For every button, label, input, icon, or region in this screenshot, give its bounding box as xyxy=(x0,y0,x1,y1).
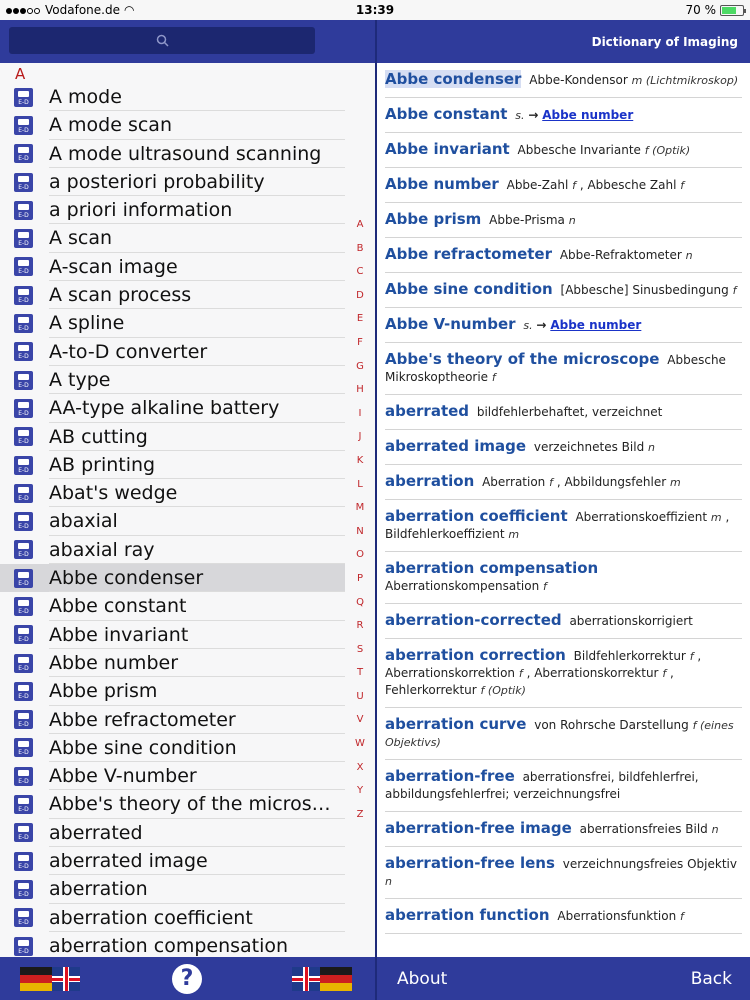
entry-headword: aberration curve xyxy=(385,715,527,733)
arrow-right-icon: → xyxy=(528,108,539,122)
entry-translation: Aberrationskoeffizient xyxy=(575,510,708,524)
dictionary-ed-icon: E-D xyxy=(14,257,33,276)
entry-see-also: s. xyxy=(523,319,533,332)
right-toolbar xyxy=(377,957,750,1000)
word-list-item[interactable] xyxy=(0,649,345,677)
entry-translation: bildfehlerbehaftet, verzeichnet xyxy=(476,405,663,419)
help-button[interactable]: ? xyxy=(172,964,202,994)
alphabet-index-letter[interactable]: G xyxy=(356,360,364,372)
search-icon xyxy=(156,34,169,47)
entry-translation: verzeichnetes Bild xyxy=(533,440,645,454)
entry-headword: aberration function xyxy=(385,906,550,924)
alphabet-index-letter[interactable]: R xyxy=(356,620,364,632)
word-list-item-label: AB printing xyxy=(49,451,345,479)
dictionary-entry[interactable] xyxy=(385,465,742,500)
word-list xyxy=(0,83,345,957)
entry-grammar: f xyxy=(732,284,737,297)
dictionary-ed-icon: E-D xyxy=(14,512,33,531)
en-de-flag-icon[interactable] xyxy=(292,967,352,991)
dictionary-ed-icon: E-D xyxy=(14,399,33,418)
word-list-item[interactable] xyxy=(0,281,345,309)
dictionary-ed-icon: E-D xyxy=(14,823,33,842)
word-list-item-label: Abbe number xyxy=(49,649,345,677)
status-bar xyxy=(0,0,750,20)
entry-headword: Abbe prism xyxy=(385,210,482,228)
entry-headword: aberration xyxy=(385,472,475,490)
entry-headword: Abbe invariant xyxy=(385,140,510,158)
entry-translation: Abbe-Prisma xyxy=(489,213,565,227)
entry-grammar: f xyxy=(518,667,523,680)
alphabet-index[interactable] xyxy=(349,213,371,826)
entry-translation: Aberrationsfunktion xyxy=(557,909,677,923)
entry-grammar: f xyxy=(491,371,496,384)
dictionary-ed-icon: E-D xyxy=(14,427,33,446)
battery xyxy=(686,3,745,17)
word-list-item-label: aberration compensation xyxy=(49,932,345,957)
word-list-item[interactable] xyxy=(0,706,345,734)
alphabet-index-letter[interactable]: I xyxy=(358,407,362,419)
word-list-item-label: A type xyxy=(49,366,345,394)
word-list-item[interactable] xyxy=(0,168,345,196)
battery-percent: 70 % xyxy=(685,3,716,17)
entry-headword: aberration-corrected xyxy=(385,611,562,629)
entry-grammar: m (Lichtmikroskop) xyxy=(631,74,739,87)
word-list-item-label: Abbe invariant xyxy=(49,621,345,649)
entry-grammar: n xyxy=(685,249,693,262)
entry-grammar: f (Optik) xyxy=(480,684,526,697)
word-list-item-label: aberration coefficient xyxy=(49,904,345,932)
entry-headword: aberrated image xyxy=(385,437,527,455)
entry-grammar: f (Optik) xyxy=(644,144,691,157)
word-list-pane xyxy=(0,63,375,957)
word-list-item[interactable] xyxy=(0,677,345,705)
dictionary-ed-icon: E-D xyxy=(14,314,33,333)
clock: 13:39 xyxy=(355,3,395,17)
dictionary-ed-icon: E-D xyxy=(14,710,33,729)
entry-translation: von Rohrsche Darstellung xyxy=(534,718,689,732)
dictionary-entry[interactable] xyxy=(385,899,742,934)
word-list-item-label: Abbe condenser xyxy=(49,564,345,592)
alphabet-index-letter[interactable]: A xyxy=(356,219,364,230)
entry-translation: , Aberrationskorrektion xyxy=(385,649,702,680)
search-input[interactable] xyxy=(9,27,315,54)
alphabet-index-letter[interactable]: L xyxy=(357,478,363,490)
alphabet-index-letter[interactable]: B xyxy=(356,242,364,254)
word-list-item[interactable] xyxy=(0,338,345,366)
entry-translation: Abbe-Zahl xyxy=(506,178,569,192)
dictionary-ed-icon: E-D xyxy=(14,625,33,644)
word-list-item[interactable] xyxy=(0,451,345,479)
alphabet-index-letter[interactable]: J xyxy=(358,431,362,443)
dictionary-entry[interactable] xyxy=(385,203,742,238)
entry-headword: aberration compensation xyxy=(385,559,599,577)
arrow-right-icon: → xyxy=(536,318,547,332)
dictionary-ed-icon: E-D xyxy=(14,144,33,163)
word-list-item-label: abaxial xyxy=(49,507,345,535)
entry-translation: [Abbesche] Sinusbedingung xyxy=(560,283,729,297)
word-list-item[interactable] xyxy=(0,790,345,818)
word-list-item-label: a posteriori probability xyxy=(49,168,345,196)
back-button[interactable]: Back xyxy=(690,969,732,989)
dictionary-ed-icon: E-D xyxy=(14,229,33,248)
word-list-item-label: A spline xyxy=(49,309,345,337)
alphabet-index-letter[interactable]: X xyxy=(356,761,364,773)
alphabet-index-letter[interactable]: W xyxy=(355,738,365,750)
word-list-item[interactable] xyxy=(0,734,345,762)
entry-see-also: s. xyxy=(515,109,525,122)
page-title: Dictionary of Imaging xyxy=(377,20,750,63)
entry-translation: , Fehlerkorrektur xyxy=(385,666,674,697)
dictionary-entry[interactable] xyxy=(385,273,742,308)
alphabet-index-letter[interactable]: M xyxy=(355,502,365,514)
entry-grammar: m xyxy=(710,511,722,524)
entry-translation: Bildfehlerkorrektur xyxy=(573,649,686,663)
word-list-item-label: A scan process xyxy=(49,281,345,309)
dictionary-entry[interactable] xyxy=(385,308,742,343)
entry-grammar: f xyxy=(680,179,685,192)
entry-grammar: n xyxy=(385,875,392,888)
dictionary-entry[interactable] xyxy=(385,98,742,133)
entry-headword: Abbe's theory of the microscope xyxy=(385,350,660,368)
entry-headword: aberration-free lens xyxy=(385,854,555,872)
dictionary-entry[interactable] xyxy=(385,708,742,760)
entry-grammar: f xyxy=(662,667,667,680)
word-list-item[interactable] xyxy=(0,253,345,281)
section-header: A xyxy=(15,65,26,83)
dictionary-ed-icon: E-D xyxy=(14,937,33,956)
alphabet-index-letter[interactable]: F xyxy=(357,336,363,348)
dictionary-entry[interactable] xyxy=(385,395,742,430)
dictionary-ed-icon: E-D xyxy=(14,738,33,757)
word-list-item-label: Abbe refractometer xyxy=(49,706,345,734)
alphabet-index-letter[interactable]: S xyxy=(356,643,364,655)
dictionary-ed-icon: E-D xyxy=(14,767,33,786)
alphabet-index-letter[interactable]: E xyxy=(356,313,364,325)
word-list-item[interactable] xyxy=(0,564,345,592)
dictionary-ed-icon: E-D xyxy=(14,682,33,701)
dictionary-ed-icon: E-D xyxy=(14,540,33,559)
alphabet-index-letter[interactable]: K xyxy=(356,454,364,466)
dictionary-ed-icon: E-D xyxy=(14,173,33,192)
dictionary-ed-icon: E-D xyxy=(14,908,33,927)
entry-headword: Abbe sine condition xyxy=(385,280,553,298)
word-list-item[interactable] xyxy=(0,507,345,535)
entry-translation: aberrationsfreies Bild xyxy=(579,822,708,836)
entry-grammar: n xyxy=(568,214,576,227)
entry-grammar: n xyxy=(711,823,719,836)
word-list-item-label: AA-type alkaline battery xyxy=(49,394,345,422)
wifi-icon: ◠ xyxy=(123,3,135,17)
word-list-item-label: A mode xyxy=(49,83,345,111)
entry-grammar: m xyxy=(669,476,681,489)
entry-headword: aberration-free xyxy=(385,767,515,785)
entry-headword: aberration correction xyxy=(385,646,566,664)
word-list-item-label: Abat's wedge xyxy=(49,479,345,507)
dictionary-ed-icon: E-D xyxy=(14,88,33,107)
entry-headword: Abbe number xyxy=(385,175,499,193)
word-list-item-label: abaxial ray xyxy=(49,536,345,564)
battery-icon xyxy=(720,5,744,16)
entry-translation: Aberrationskompensation xyxy=(385,579,540,593)
alphabet-index-letter[interactable]: P xyxy=(356,572,364,584)
word-list-item-label: aberrated image xyxy=(49,847,345,875)
alphabet-index-letter[interactable]: H xyxy=(356,384,364,396)
carrier-name: Vodafone.de xyxy=(45,3,120,17)
left-toolbar xyxy=(0,957,375,1000)
word-list-item[interactable] xyxy=(0,621,345,649)
entry-translation: verzeichnungsfreies Objektiv xyxy=(562,857,737,871)
entry-grammar: f xyxy=(689,650,694,663)
entry-headword: Abbe refractometer xyxy=(385,245,553,263)
entry-cross-reference-link[interactable]: Abbe number xyxy=(550,318,642,332)
dictionary-entry[interactable] xyxy=(385,430,742,465)
word-list-item[interactable] xyxy=(0,932,345,957)
alphabet-index-letter[interactable]: Q xyxy=(356,596,364,608)
entry-headword: aberration-free image xyxy=(385,819,572,837)
word-list-item-label: AB cutting xyxy=(49,423,345,451)
dictionary-ed-icon: E-D xyxy=(14,795,33,814)
entry-translation: Abbe-Kondensor xyxy=(529,73,628,87)
entry-grammar: n xyxy=(648,441,655,454)
word-list-item[interactable] xyxy=(0,762,345,790)
word-list-item-label: Abbe's theory of the micros… xyxy=(49,790,345,818)
word-list-item[interactable] xyxy=(0,423,345,451)
word-list-item-label: Abbe prism xyxy=(49,677,345,705)
word-list-item-label: aberration xyxy=(49,875,345,903)
entry-grammar: f (eines Objektivs) xyxy=(385,719,734,749)
dictionary-ed-icon: E-D xyxy=(14,654,33,673)
alphabet-index-letter[interactable]: N xyxy=(356,525,364,537)
alphabet-index-letter[interactable]: D xyxy=(356,289,364,301)
dictionary-entry[interactable] xyxy=(385,343,742,395)
word-list-item-label: aberrated xyxy=(49,819,345,847)
dictionary-ed-icon: E-D xyxy=(14,456,33,475)
word-list-item[interactable] xyxy=(0,111,345,139)
entry-translation: Aberration xyxy=(482,475,546,489)
word-list-item[interactable] xyxy=(0,140,345,168)
dictionary-entry[interactable] xyxy=(385,63,742,98)
dictionary-entry[interactable] xyxy=(385,238,742,273)
dictionary-ed-icon: E-D xyxy=(14,569,33,588)
entry-headword: Abbe constant xyxy=(385,105,508,123)
dictionary-entry[interactable] xyxy=(385,133,742,168)
alphabet-index-letter[interactable]: Z xyxy=(356,808,364,820)
entry-grammar: f xyxy=(549,476,553,489)
word-list-item[interactable] xyxy=(0,819,345,847)
word-list-item[interactable] xyxy=(0,536,345,564)
entry-translation: , Abbesche Zahl xyxy=(579,178,677,192)
alphabet-index-letter[interactable]: V xyxy=(356,714,364,726)
entry-grammar: f xyxy=(543,580,547,593)
dictionary-ed-icon: E-D xyxy=(14,116,33,135)
dictionary-entry[interactable] xyxy=(385,552,742,604)
alphabet-index-letter[interactable]: T xyxy=(356,667,364,679)
dictionary-ed-icon: E-D xyxy=(14,880,33,899)
entry-translation: , Bildfehlerkoeffizient xyxy=(385,510,730,541)
alphabet-index-letter[interactable]: C xyxy=(356,266,364,278)
word-list-item[interactable] xyxy=(0,366,345,394)
word-list-item-label: a priori information xyxy=(49,196,345,224)
word-list-item[interactable] xyxy=(0,196,345,224)
dictionary-ed-icon: E-D xyxy=(14,201,33,220)
dictionary-ed-icon: E-D xyxy=(14,371,33,390)
entry-headword: aberration coefficient xyxy=(385,507,568,525)
dictionary-ed-icon: E-D xyxy=(14,342,33,361)
word-list-item[interactable] xyxy=(0,83,345,111)
entry-grammar: f xyxy=(680,910,684,923)
alphabet-index-letter[interactable]: U xyxy=(356,690,364,702)
entry-headword: Abbe V-number xyxy=(385,315,516,333)
entry-headword: Abbe condenser xyxy=(385,70,522,88)
word-list-item-label: A-scan image xyxy=(49,253,345,281)
entry-list-pane xyxy=(377,63,750,957)
entry-translation: aberrationsfrei, bildfehlerfrei, abbildungsfehlerfrei; verzeichnungsfrei xyxy=(385,770,699,801)
entry-translation: Abbesche Invariante xyxy=(517,143,641,157)
dictionary-entry[interactable] xyxy=(385,847,742,899)
word-list-item[interactable] xyxy=(0,904,345,932)
alphabet-index-letter[interactable]: Y xyxy=(356,785,364,797)
dictionary-ed-icon: E-D xyxy=(14,484,33,503)
about-button[interactable]: About xyxy=(397,969,448,989)
de-en-flag-icon[interactable] xyxy=(20,967,80,991)
word-list-item[interactable] xyxy=(0,309,345,337)
word-list-item[interactable] xyxy=(0,394,345,422)
word-list-item[interactable] xyxy=(0,479,345,507)
entry-translation: , Abbildungsfehler xyxy=(556,475,667,489)
left-header xyxy=(0,20,375,63)
word-list-item[interactable] xyxy=(0,224,345,252)
word-list-item[interactable] xyxy=(0,875,345,903)
word-list-item[interactable] xyxy=(0,592,345,620)
dictionary-entry[interactable] xyxy=(385,500,742,552)
dictionary-entry[interactable] xyxy=(385,168,742,203)
word-list-item-label: Abbe constant xyxy=(49,592,345,620)
entry-grammar: m xyxy=(508,528,520,541)
entry-translation: aberrationskorrigiert xyxy=(569,614,693,628)
word-list-item-label: Abbe sine condition xyxy=(49,734,345,762)
word-list-item-label: A mode scan xyxy=(49,111,345,139)
word-list-item-label: Abbe V-number xyxy=(49,762,345,790)
alphabet-index-letter[interactable]: O xyxy=(356,549,364,561)
entry-translation: Abbe-Refraktometer xyxy=(559,248,682,262)
dictionary-entry[interactable] xyxy=(385,639,742,708)
word-list-item[interactable] xyxy=(0,847,345,875)
entry-translation: , Aberrationskorrektur xyxy=(526,666,659,680)
entry-grammar: f xyxy=(572,179,576,192)
dictionary-ed-icon: E-D xyxy=(14,852,33,871)
dictionary-entry[interactable] xyxy=(385,812,742,847)
entry-translation: Abbesche Mikroskoptheorie xyxy=(385,353,726,384)
dictionary-entry[interactable] xyxy=(385,604,742,639)
dictionary-ed-icon: E-D xyxy=(14,286,33,305)
entry-headword: aberrated xyxy=(385,402,470,420)
word-list-item-label: A mode ultrasound scanning xyxy=(49,140,345,168)
dictionary-entry[interactable] xyxy=(385,760,742,812)
word-list-item-label: A-to-D converter xyxy=(49,338,345,366)
dictionary-ed-icon: E-D xyxy=(14,597,33,616)
entry-cross-reference-link[interactable]: Abbe number xyxy=(542,108,634,122)
word-list-item-label: A scan xyxy=(49,224,345,252)
